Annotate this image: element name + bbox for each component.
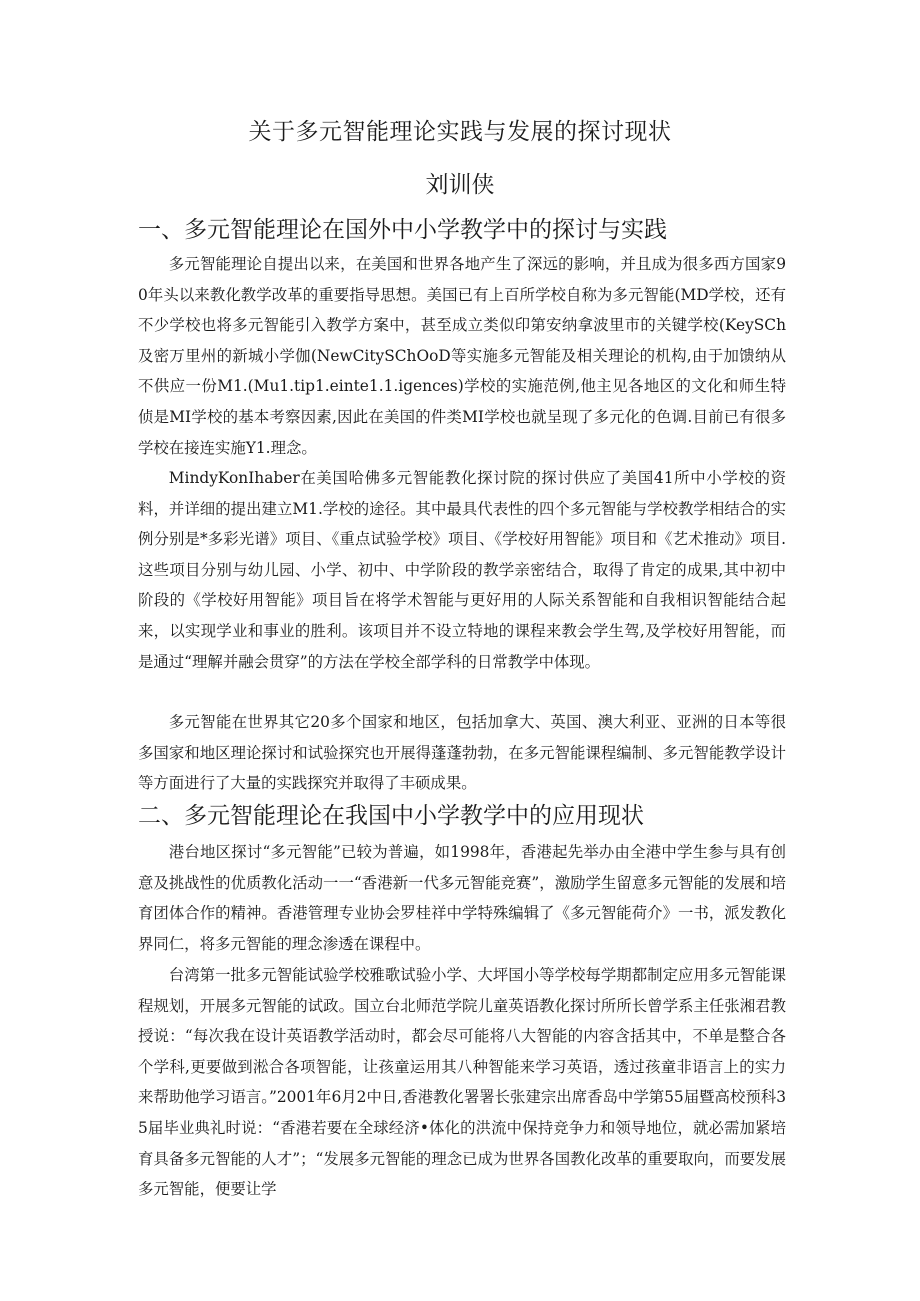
section-heading-2: 二、多元智能理论在我国中小学教学中的应用现状 — [138, 803, 644, 829]
document-title: 关于多元智能理论实践与发展的探讨现状 — [248, 119, 672, 145]
paragraph: 港台地区探讨“多元智能”已较为普遍，如1998年，香港起先举办由全港中学生参与具有创意及挑战性的优质教化活动一一“香港新一代多元智能竞赛”，激励学生留意多元智能的发展和培育团体合作的精神。香港管理专业协会罗桂祥中学特殊编辑了《多元智能荷介》一书，派发教化界同仁，将多元智能的理念渗透在课程中。 — [138, 843, 786, 953]
paragraph: MindyKonIhaber在美国哈佛多元智能教化探讨院的探讨供应了美国41所中小学校的资料，并详细的提出建立M1.学校的途径。其中最具代表性的四个多元智能与学校教学相结合的实例分别是*多彩光谱》项目、《重点试验学校》项目、《学校好用智能》项目和《艺术推动》项目.这些项目分别与幼儿园、小学、初中、中学阶段的教学亲密结合，取得了肯定的成果,其中初中阶段的《学校好用智能》项目旨在将学术智能与更好用的人际关系智能和自我相识智能结合起来，以实现学业和事业的胜利。该项目并不设立特地的课程来教会学生驾,及学校好用智能，而是通过“理解并融会贯穿”的方法在学校全部学科的日常教学中体现。 — [138, 469, 786, 671]
paragraph: 多元智能理论自提出以来，在美国和世界各地产生了深远的影响，并且成为很多西方国家90年头以来教化教学改革的重要指导思想。美国已有上百所学校自称为多元智能(MD学校，还有不少学校也将多元智能引入教学方案中，甚至成立类似印第安纳拿波里市的关键学校(KeySCh及密万里州的新城小学伽(NewCitySChOoD等实施多元智能及相关理论的机构,由于加馈纳从不供应一份M1.(Mu1.tip1.einte1.1.igences)学校的实施范例,他主见各地区的文化和师生特侦是MI学校的基本考察因素,因此在美国的件类MI学校也就呈现了多元化的色调.目前已有很多学校在接连实施Y1.理念。 — [138, 255, 786, 457]
paragraph: 台湾第一批多元智能试验学校雅歌试验小学、大坪国小等学校每学期都制定应用多元智能课程规划，开展多元智能的试政。国立台北师范学院儿童英语教化探讨所所长曾学系主任张湘君教授说：“每次我在设计英语教学活动时，都会尽可能将八大智能的内容含括其中，不单是整合各个学科,更要做到淞合各项智能，让孩童运用其八种智能来学习英语，透过孩童非语言上的实力来帮助他学习语言。”2001年6月2中日,香港教化署署长张建宗出席香岛中学第55届暨高校预科35届毕业典礼时说：“香港若要在全球经济•体化的洪流中保持竞争力和领导地位，就必需加紧培育具备多元智能的人才”；“发展多元智能的理念已成为世界各国教化改革的重要取向，而要发展多元智能，便要让学 — [138, 966, 786, 1199]
paragraph: 多元智能在世界其它20多个国家和地区，包括加拿大、英国、澳大利亚、亚洲的日本等很多国家和地区理论探讨和试验探究也开展得蓬蓬勃勃，在多元智能课程编制、多元智能教学设计等方面进行了大量的实践探究并取得了丰硕成果。 — [138, 713, 786, 793]
section-heading-1: 一、多元智能理论在国外中小学教学中的探讨与实践 — [138, 217, 667, 243]
document-author: 刘训侠 — [425, 172, 495, 198]
